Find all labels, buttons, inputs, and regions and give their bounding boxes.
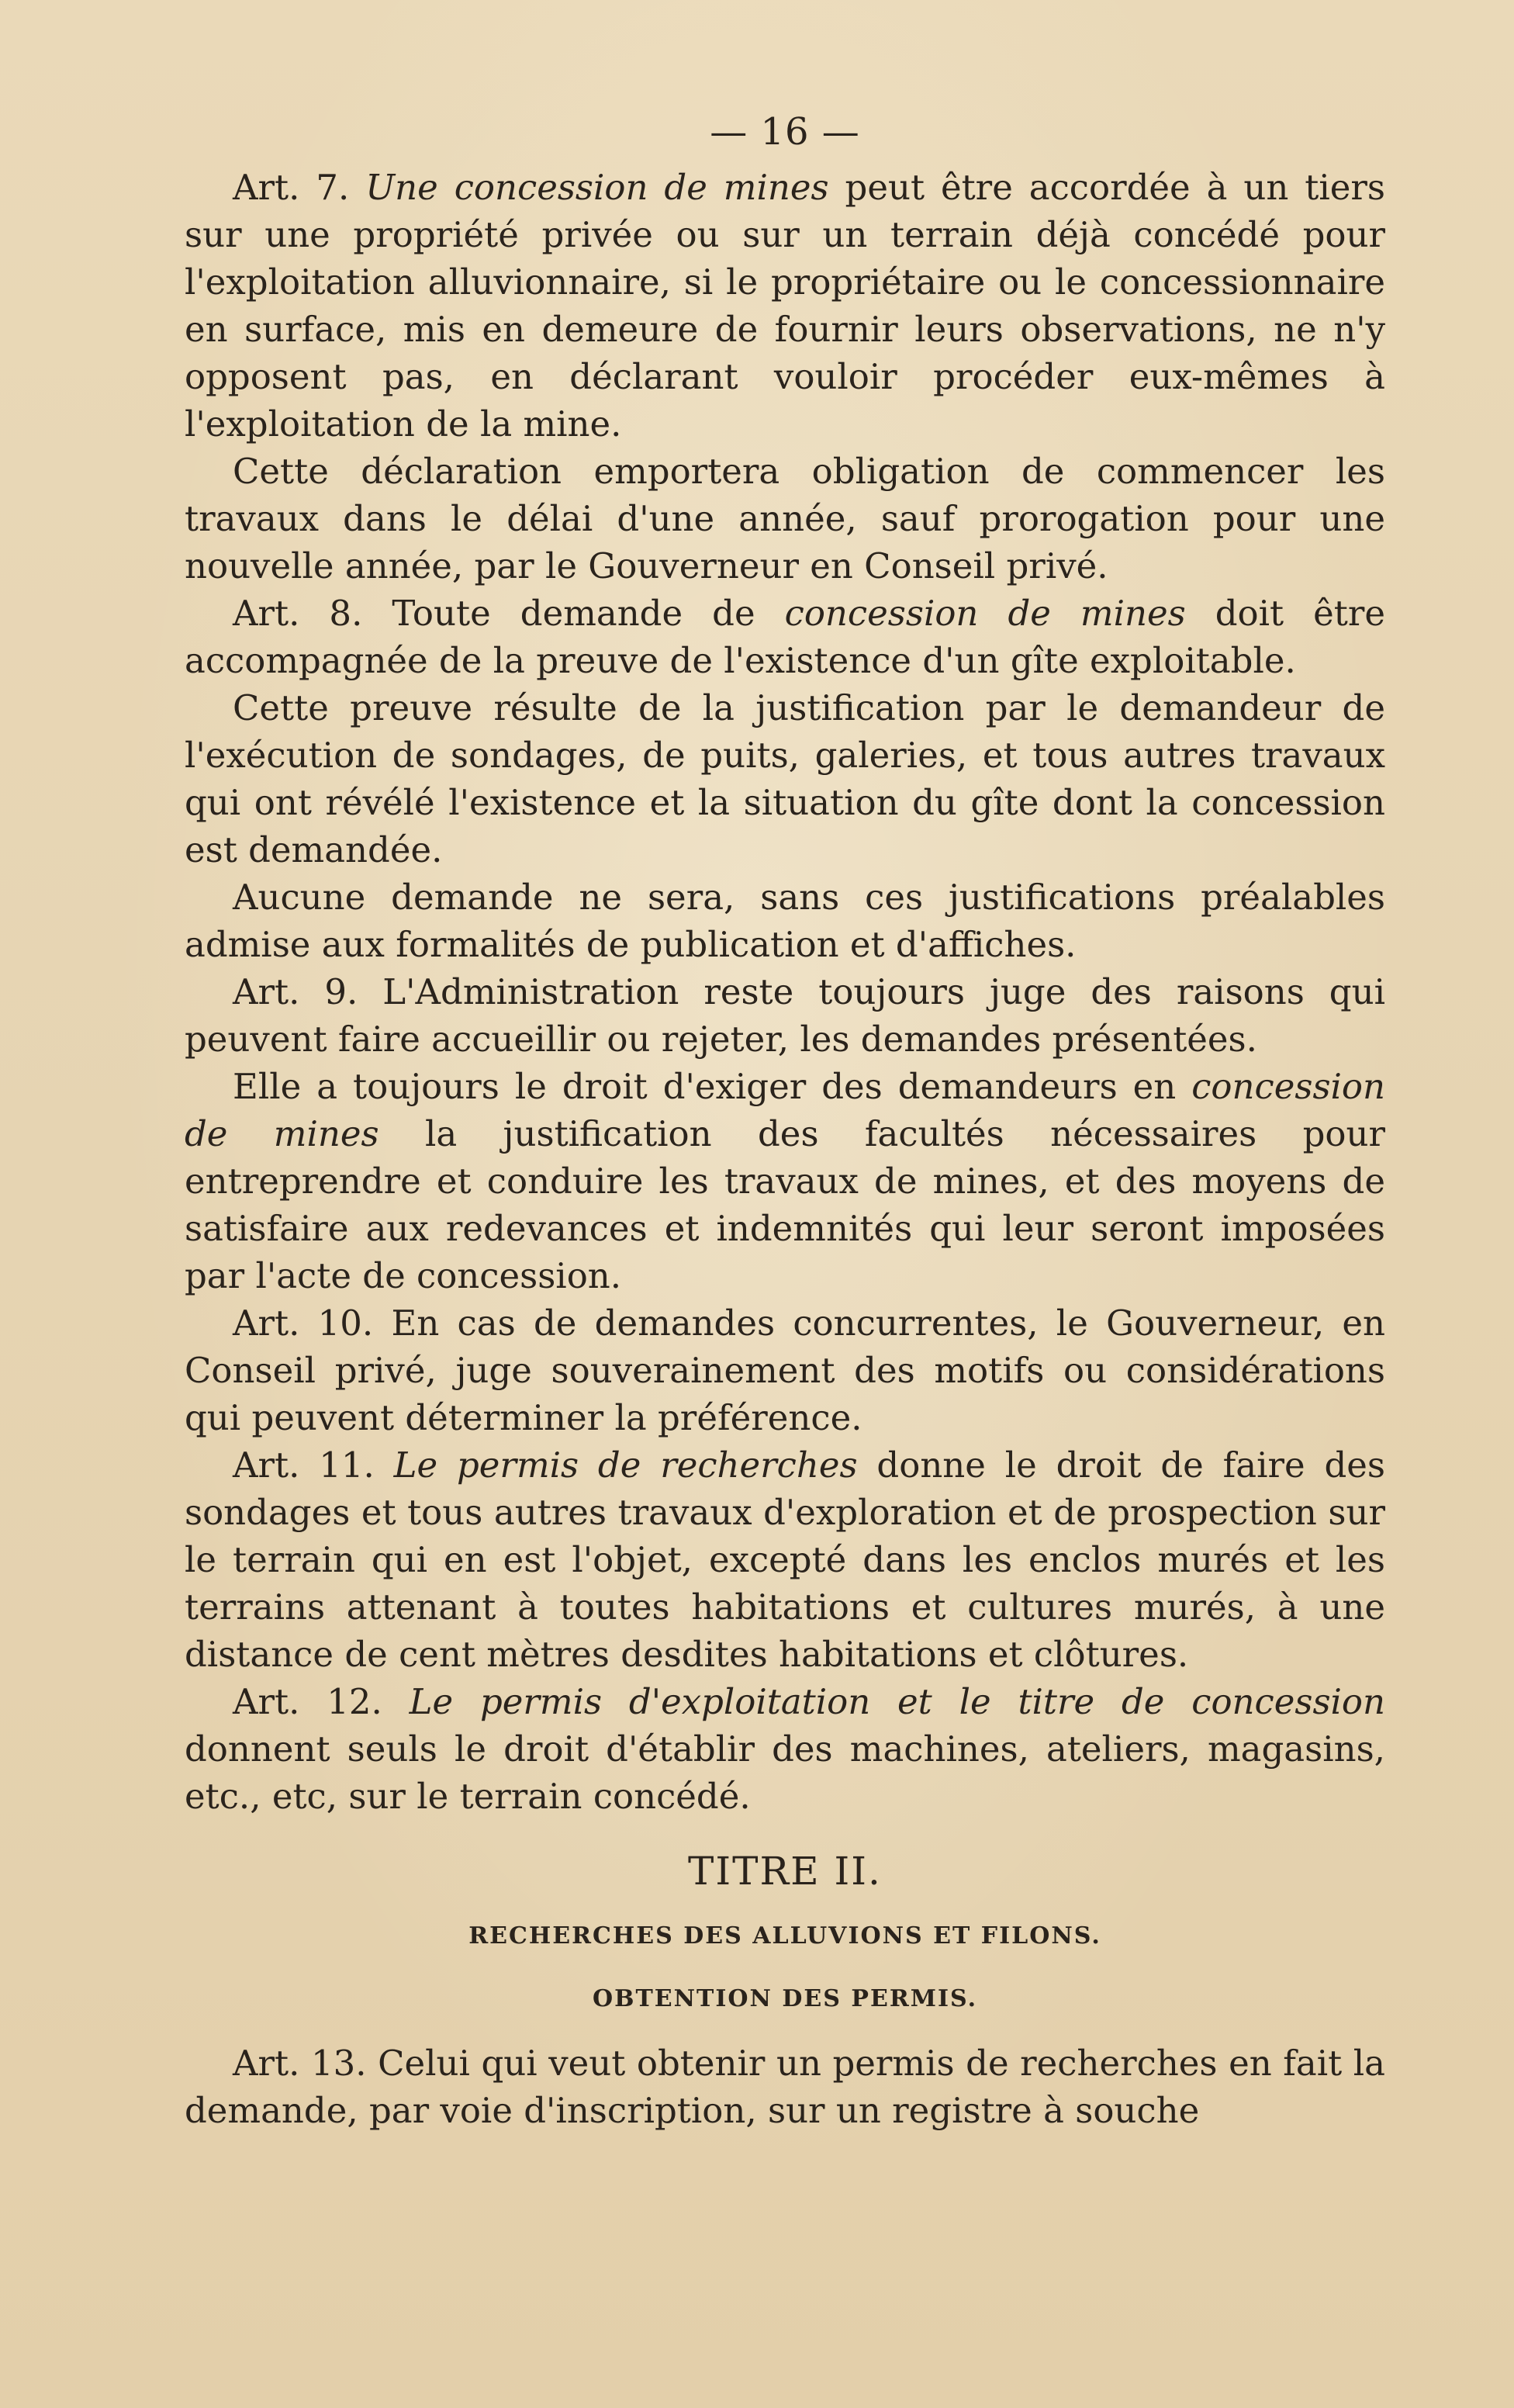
paragraph-art-12 [185,1678,1385,1820]
paragraph-art-13 [185,2040,1385,2134]
paragraph-text: donne le droit de faire des sondages et tous autres travaux d'exploration et de prospection sur le terrain qui en est l'objet, excepté dans les enclos murés et les terrains attenant à toutes habitations et cultures murés, à une distance de cent mètres desdites habitations et clôtures. [185,1444,1385,1675]
paragraph-text: la justification des facultés nécessaires pour entreprendre et conduire les travaux de mines, et des moyens de satisfaire aux redevances et indemnités qui leur seront imposées par l'acte de concession. [185,1113,1385,1296]
paragraph-text-pre [382,1681,410,1722]
italic-term: concession de mines [784,593,1186,634]
paragraph-text-pre [375,1444,394,1486]
italic-term: Le permis d'exploitation et le titre de concession [409,1681,1385,1722]
paragraph-art-8-cont-2 [185,874,1385,968]
paragraph-art-8 [185,590,1385,684]
article-number: Art. 13. [233,2043,367,2084]
paragraph-art-7-cont [185,448,1385,590]
article-number: Art. 7. [233,167,350,208]
page-text-block [185,109,1385,2134]
paragraph-text: peut être accordée à un tiers sur une propriété privée ou sur un terrain déjà concédé pour l'exploitation alluvionnaire, si le propriétaire ou le concessionnaire en surface, mis en demeure de fournir leurs observations, ne n'y opposent pas, en déclarant vouloir procéder eux-mêmes à l'exploitation de la mine. [185,167,1386,445]
paragraph-art-9 [185,968,1385,1063]
section-heading: RECHERCHES DES ALLUVIONS ET FILONS. [468,1922,1101,1950]
page-number: — 16 — [710,110,860,154]
paragraph-art-8-cont [185,684,1385,874]
paragraph-art-9-cont [185,1063,1385,1299]
paragraph-text: Celui qui veut obtenir un permis de recherches en fait la demande, par voie d'inscription, sur un registre à souche [185,2043,1385,2131]
paragraph-art-10 [185,1299,1385,1441]
article-number: Art. 9. [233,971,358,1012]
paragraph-text: doit être accompagnée de la preuve de l'existence d'un gîte exploitable. [185,593,1385,681]
paragraph-text: L'Administration reste toujours juge des raisons qui peuvent faire accueillir ou rejeter, les demandes présentées. [185,971,1385,1060]
paragraph-art-7 [185,164,1385,448]
paragraph-text: Cette preuve résulte de la justification par le demandeur de l'exécution de sondages, de puits, galeries, et tous autres travaux qui ont révélé l'existence et la situation du gîte dont la concession est demandée. [185,687,1385,870]
section-subheading: OBTENTION DES PERMIS. [592,1985,978,2012]
italic-term: concession de mines [185,1066,1385,1154]
paragraph-text-pre: Elle a toujours le droit d'exiger des demandeurs en [233,1066,1192,1107]
article-number: Art. 10. [233,1303,374,1344]
paragraph-text-pre: Toute demande de [362,593,785,634]
italic-term: Une concession de mines [365,167,829,208]
paragraph-art-11 [185,1441,1385,1678]
article-number: Art. 11. [233,1444,375,1486]
paragraph-text: Cette déclaration emportera obligation de commencer les travaux dans le délai d'une année, sauf prorogation pour une nouvelle année, par le Gouverneur en Conseil privé. [185,451,1385,586]
paragraph-text: Aucune demande ne sera, sans ces justifications préalables admise aux formalités de publication et d'affiches. [185,877,1385,965]
paragraph-text: donnent seuls le droit d'établir des machines, ateliers, magasins, etc., etc, sur le terrain concédé. [185,1728,1385,1817]
paragraph-text: En cas de demandes concurrentes, le Gouverneur, en Conseil privé, juge souverainement des motifs ou considérations qui peuvent déterminer la préférence. [185,1303,1386,1438]
section-title: TITRE II. [688,1849,882,1894]
article-number: Art. 12. [233,1681,382,1722]
article-number: Art. 8. [233,593,363,634]
italic-term: Le permis de recherches [393,1444,858,1486]
